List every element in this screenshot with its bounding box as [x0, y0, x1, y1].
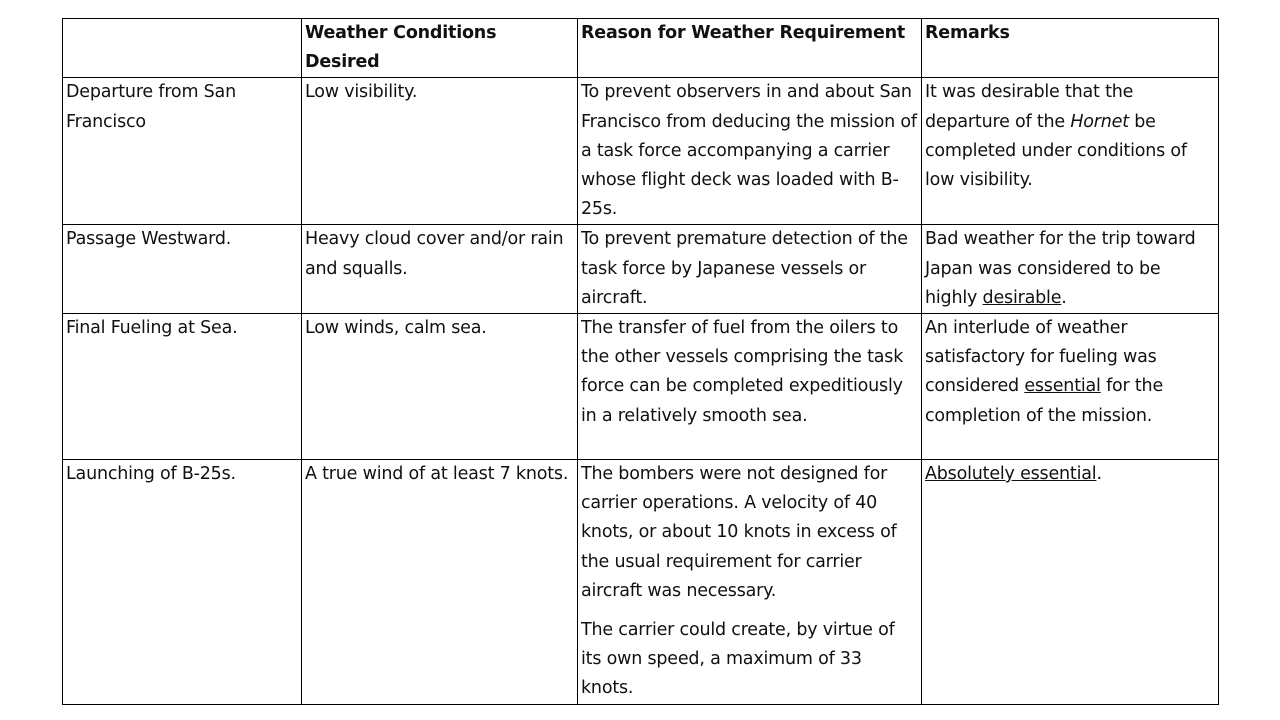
conditions-cell: Heavy cloud cover and/or rain and squalls.: [302, 225, 578, 314]
remarks-text-end: be completed under conditions of low visibility.: [925, 111, 1187, 191]
remarks-cell: [922, 460, 1219, 705]
phase-cell: Final Fueling at Sea.: [63, 314, 302, 460]
remarks-text-end: .: [1096, 464, 1102, 485]
reason-paragraph-1: The bombers were not designed for carrier operations. A velocity of 40 knots, or about 10 knots in excess of the usual requirement for carrier aircraft was necessary.: [581, 464, 897, 601]
remarks-emphasis: essential: [1024, 376, 1101, 397]
reason-cell: To prevent observers in and about San Francisco from deducing the mission of a task force accompanying a carrier whose flight deck was loaded with B-25s.: [578, 78, 922, 225]
reason-cell: The transfer of fuel from the oilers to the other vessels comprising the task force can be completed expeditiously in a relatively smooth sea.: [578, 314, 922, 460]
remarks-cell: [922, 225, 1219, 314]
remarks-text: It was desirable that the departure of the: [925, 82, 1134, 132]
reason-cell: To prevent premature detection of the task force by Japanese vessels or aircraft.: [578, 225, 922, 314]
remarks-text-end: for the completion of the mission.: [925, 376, 1164, 426]
conditions-cell: A true wind of at least 7 knots.: [302, 460, 578, 705]
remarks-text: An interlude of weather satisfactory for fueling was considered: [925, 318, 1157, 397]
table-header-row: [63, 19, 1219, 78]
reason-paragraph-2: The carrier could create, by virtue of its own speed, a maximum of 33 knots.: [581, 620, 895, 699]
paragraph-gap: [581, 606, 918, 616]
table-row: [63, 78, 1219, 225]
phase-cell: Departure from San Francisco: [63, 78, 302, 225]
conditions-cell: Low winds, calm sea.: [302, 314, 578, 460]
remarks-cell: [922, 314, 1219, 460]
remarks-emphasis: Absolutely essential: [925, 464, 1097, 485]
table-row: [63, 314, 1219, 460]
header-cell-reason: Reason for Weather Requirement: [578, 19, 922, 78]
header-cell-conditions: Weather Conditions Desired: [302, 19, 578, 78]
phase-cell: Passage Westward.: [63, 225, 302, 314]
header-cell-remarks: Remarks: [922, 19, 1219, 78]
table-row: [63, 225, 1219, 314]
reason-cell: [578, 460, 922, 705]
header-cell-phase: [63, 19, 302, 78]
phase-cell: Launching of B-25s.: [63, 460, 302, 705]
remarks-emphasis: desirable: [982, 287, 1062, 308]
table-row: [63, 460, 1219, 705]
remarks-text-end: .: [1061, 287, 1067, 308]
remarks-cell: [922, 78, 1219, 225]
conditions-cell: Low visibility.: [302, 78, 578, 225]
remarks-text: Bad weather for the trip toward Japan was considered to be highly: [925, 229, 1196, 308]
weather-requirements-table: [62, 18, 1219, 705]
remarks-ship-name: Hornet: [1070, 111, 1129, 132]
